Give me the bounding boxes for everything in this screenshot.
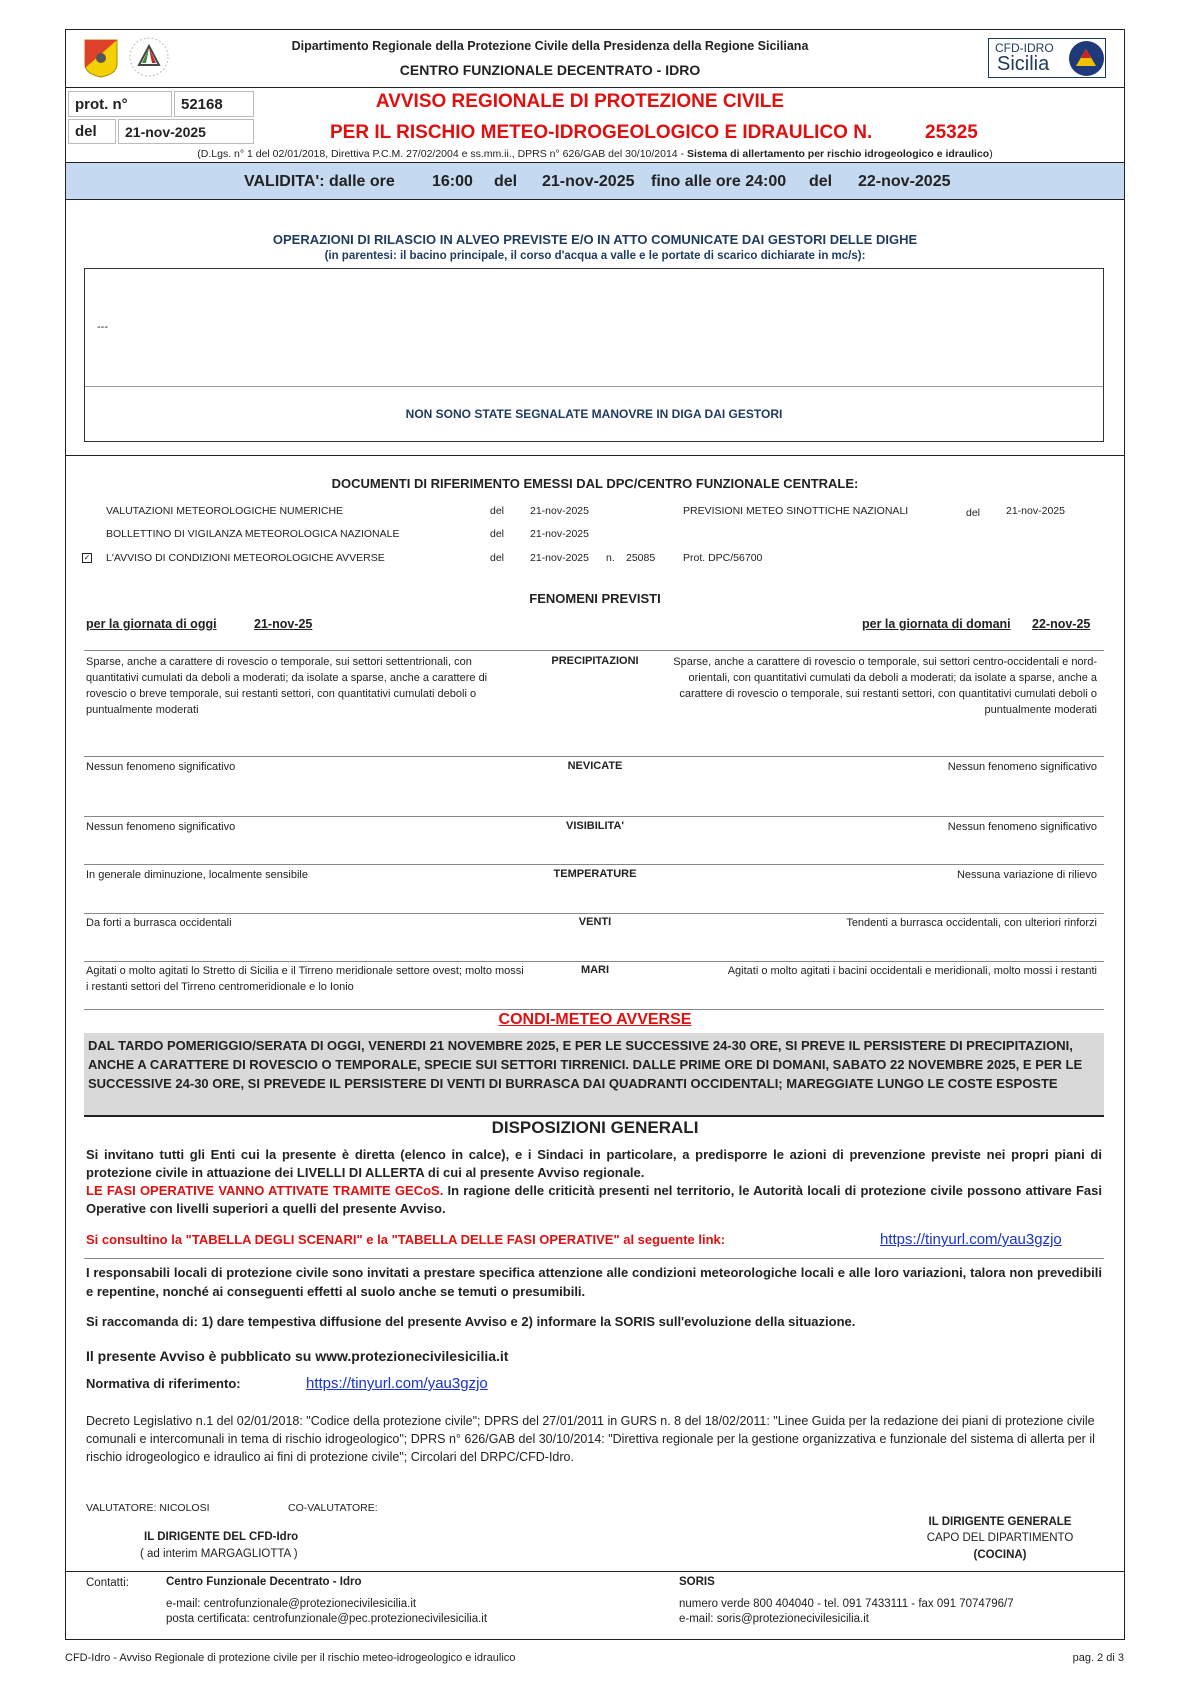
row-divider [84,650,1104,651]
visibility-label: VISIBILITA' [565,820,625,832]
center-name: CENTRO FUNZIONALE DECENTRATO - IDRO [399,62,701,78]
legal-basis-text: (D.Lgs. n° 1 del 02/01/2018, Direttiva P.C.M. 27/02/2004 e ss.mm.ii., DPRS n° 626/GAB del 30/10/2014 - [197,148,687,160]
cfd-contact-title: Centro Funzionale Decentrato - Idro [166,1576,362,1588]
tomorrow-date: 22-nov-25 [1032,617,1091,631]
dams-subtitle: (in parentesi: il bacino principale, il corso d'acqua a valle e le portate di scarico dichiarate in mc/s): [324,250,866,262]
wind-today: Da forti a burrasca occidentali [86,917,232,929]
soris-title: SORIS [679,1576,715,1588]
doc-del: del [490,552,505,564]
doc-name: VALUTAZIONI METEOROLOGICHE NUMERICHE [106,505,344,517]
soris-phone: numero verde 800 404040 - tel. 091 7433111 - fax 091 7074796/7 [679,1598,1014,1610]
doc-extra-date: 21-nov-2025 [1006,505,1065,517]
del-label: del [68,119,116,144]
fasi-operative-warning: LE FASI OPERATIVE VANNO ATTIVATE TRAMITE GECoS. [86,1183,444,1198]
dams-status: NON SONO STATE SEGNALATE MANOVRE IN DIGA DAI GESTORI [405,407,783,421]
row-divider [84,913,1104,914]
cfd-emblem-icon [1069,41,1104,76]
provisions-para2 [86,1182,1102,1218]
row-divider [84,961,1104,962]
validity-del1: del [494,173,518,190]
general-director-title: IL DIRIGENTE GENERALE [928,1516,1072,1528]
header-divider [65,87,1125,88]
validity-to-date: 22-nov-2025 [858,173,951,190]
doc-name: BOLLETTINO DI VIGILANZA METEOROLOGICA NAZIONALE [106,528,400,540]
adverse-title: CONDI-METEO AVVERSE [498,1011,692,1028]
section-divider-docs [65,455,1125,456]
doc-del: del [490,528,505,540]
temperature-label: TEMPERATURE [553,868,637,880]
validity-label: VALIDITA': dalle ore [244,173,395,190]
provisions-divider [84,1258,1104,1259]
row-divider [84,864,1104,865]
validity-from-time: 16:00 [432,173,473,190]
soris-email[interactable]: e-mail: soris@protezionecivilesicilia.it [679,1613,869,1625]
wind-label: VENTI [578,916,612,928]
row-divider [84,1009,1104,1010]
footer-text: CFD-Idro - Avviso Regionale di protezione civile per il rischio meteo-idrogeologico e idraulico [65,1652,516,1664]
published-text: Il presente Avviso è pubblicato su www.protezionecivilesicilia.it [86,1348,509,1364]
doc-date: 21-nov-2025 [530,528,589,540]
dams-box [84,268,1104,442]
doc-extra-del: del [966,507,981,519]
provisions-para3: I responsabili locali di protezione civile sono invitati a prestare specifica attenzione alle condizioni meteorologiche locali e alle loro variazioni, talora non prevedibili e repentine, nonché ai conseguenti effetti al suolo anche se temuti o presumibili. [86,1265,1102,1299]
cfd-badge [988,38,1106,78]
adverse-text: DAL TARDO POMERIGGIO/SERATA DI OGGI, VENERDI 21 NOVEMBRE 2025, E PER LE SUCCESSIVE 24-30 ORE, SI PREVE IL PERSISTERE DI PRECIPITAZIONI, ANCHE A CARATTERE DI ROVESCIO O TEMPORALE, SPECIE SUI SETTORI TIRRENICI. DALLE PRIME ORE DI DOMANI, SABATO 22 NOVEMBRE 2025, E PER LE SUCCESSIVE 24-30 ORE, SI PREVEDE IL PERSISTERE DI VENTI DI BURRASCA DAI QUADRANTI OCCIDENTALI; MAREGGIATE LUNGO LE COSTE ESPOSTE [84,1033,1104,1117]
documents-title: DOCUMENTI DI RIFERIMENTO EMESSI DAL DPC/CENTRO FUNZIONALE CENTRALE: [331,476,859,491]
title-line1: AVVISO REGIONALE DI PROTEZIONE CIVILE [375,91,785,112]
validity-band [66,162,1124,200]
doc-del: del [490,505,505,517]
cfd-badge-line2: Sicilia [997,53,1050,75]
doc-prot: Prot. DPC/56700 [683,552,763,564]
dams-divider [85,386,1103,387]
cfd-contact-email[interactable]: e-mail: centrofunzionale@protezionecivilesicilia.it [166,1598,417,1610]
page-number: pag. 2 di 3 [1072,1652,1124,1664]
doc-date: 21-nov-2025 [530,552,589,564]
dams-content: --- [97,321,108,333]
precip-label: PRECIPITAZIONI [551,655,639,667]
fasi-operative-text: In ragione delle criticità presenti nel territorio, le Autorità locali di protezione civile possono attivare Fasi Operative con livelli superiori a quelli del presente Avviso. [86,1183,1102,1216]
tomorrow-label: per la giornata di domani [862,617,1011,631]
wind-tomorrow: Tendenti a burrasca occidentali, con ulteriori rinforzi [846,917,1097,929]
cfd-director-title: IL DIRIGENTE DEL CFD-Idro [144,1531,299,1543]
doc-extra-name: PREVISIONI METEO SINOTTICHE NAZIONALI [683,505,909,517]
general-director-role: CAPO DEL DIPARTIMENTO [926,1532,1074,1544]
doc-name: L'AVVISO DI CONDIZIONI METEOROLOGICHE AVVERSE [106,552,385,564]
tables-link[interactable]: https://tinyurl.com/yau3gzjo [880,1231,1062,1248]
cfd-contact-pec[interactable]: posta certificata: centrofunzionale@pec.protezionecivilesicilia.it [166,1613,488,1625]
prot-value: 52168 [174,91,254,117]
tables-text: Si consultino la "TABELLA DEGLI SCENARI" e la "TABELLA DELLE FASI OPERATIVE" al seguente link: [86,1232,726,1247]
precip-today: Sparse, anche a carattere di rovescio o temporale, sui settori settentrionali, con quantitativi cumulati da deboli a moderati; da isolate a sparse, anche a carattere di rovescio o breve temporale, sui restanti settori, con quantitativi cumulati deboli o puntualmente moderati [86,656,488,716]
normativa-label: Normativa di riferimento: [86,1376,241,1391]
del-value: 21-nov-2025 [118,119,254,144]
cfd-director-name: ( ad interim MARGAGLIOTTA ) [140,1548,298,1560]
sea-today: Agitati o molto agitati lo Stretto di Sicilia e il Tirreno meridionale settore ovest; molto mossi i restanti settori del Tirreno centromeridionale e lo Ionio [86,965,524,993]
co-valutatore: CO-VALUTATORE: [288,1502,378,1514]
row-divider [84,816,1104,817]
snow-today: Nessun fenomeno significativo [86,761,236,773]
sea-tomorrow: Agitati o molto agitati i bacini occidentali e meridionali, molto mossi i restanti [727,965,1097,977]
doc-checkbox[interactable]: ✓ [83,553,91,562]
validity-del2: del [809,173,833,190]
civil-protection-logo [128,36,170,78]
provisions-para1: Si invitano tutti gli Enti cui la presente è diretta (elenco in calce), e i Sindaci in particolare, a predisporre le azioni di prevenzione previste nei propri piani di protezione civile in attuazione dei LIVELLI DI ALLERTA di cui al presente Avviso regionale. [86,1147,1102,1180]
contacts-divider [65,1571,1125,1572]
snow-label: NEVICATE [567,760,623,772]
contacts-label: Contatti: [86,1577,129,1589]
sea-label: MARI [580,964,610,976]
visibility-today: Nessun fenomeno significativo [86,821,236,833]
department-name: Dipartimento Regionale della Protezione Civile della Presidenza della Regione Siciliana [291,39,809,53]
valutatore: VALUTATORE: NICOLOSI [86,1502,210,1514]
general-director-name: (COCINA) [973,1549,1027,1561]
sicily-coat-of-arms-logo [83,38,119,78]
precip-tomorrow: Sparse, anche a carattere di rovescio o temporale, sui settori centro-occidentali e nord-orientali, con quantitativi cumulati da deboli a moderati; da isolate a sparse, anche a carattere di rovescio o temporale, sui restanti settori, con quantitativi cumulati deboli o puntualmente moderati [673,656,1097,716]
snow-tomorrow: Nessun fenomeno significativo [947,761,1097,773]
temperature-tomorrow: Nessuna variazione di rilievo [956,869,1097,881]
notice-number: 25325 [925,122,978,143]
doc-date: 21-nov-2025 [530,505,589,517]
doc-n-label: n. [606,552,615,564]
validity-from-date: 21-nov-2025 [542,173,635,190]
phenomena-title: FENOMENI PREVISTI [529,591,661,606]
title-line2: PER IL RISCHIO METEO-IDROGEOLOGICO E IDRAULICO N. [330,122,873,143]
cfd-badge-line1: CFD-IDRO [995,41,1054,55]
provisions-para4: Si raccomanda di: 1) dare tempestiva diffusione del presente Avviso e 2) informare la SORIS sull'evoluzione della situazione. [86,1314,856,1329]
legal-references: Decreto Legislativo n.1 del 02/01/2018: "Codice della protezione civile"; DPRS del 27/01/2011 in GURS n. 8 del 18/02/2011: "Linee Guida per la redazione dei piani di protezione civile comunali e intercomunali in tema di rischio idrogeologico"; DPRS n° 626/GAB del 30/10/2014: "Direttiva regionale per la gestione organizzativa e funzionale del sistema di allerta per il rischio idrogeologico e idraulico ai fini di protezione civile"; Circolari del DRPC/CFD-Idro. [86,1414,1095,1464]
temperature-today: In generale diminuzione, localmente sensibile [86,869,308,881]
provisions-title: DISPOSIZIONI GENERALI [491,1118,699,1137]
validity-until: fino alle ore 24:00 [651,173,787,190]
visibility-tomorrow: Nessun fenomeno significativo [947,821,1097,833]
prot-label: prot. n° [68,91,172,117]
legal-basis-suffix: ) [989,148,993,160]
today-label: per la giornata di oggi [86,617,217,631]
row-divider [84,756,1104,757]
dams-title: OPERAZIONI DI RILASCIO IN ALVEO PREVISTE E/O IN ATTO COMUNICATE DAI GESTORI DELLE DIGHE [272,232,918,247]
normativa-link[interactable]: https://tinyurl.com/yau3gzjo [306,1375,488,1392]
legal-basis [70,148,1120,160]
doc-n-value: 25085 [626,552,656,564]
legal-basis-bold: Sistema di allertamento per rischio idrogeologico e idraulico [686,148,990,160]
today-date: 21-nov-25 [254,617,313,631]
